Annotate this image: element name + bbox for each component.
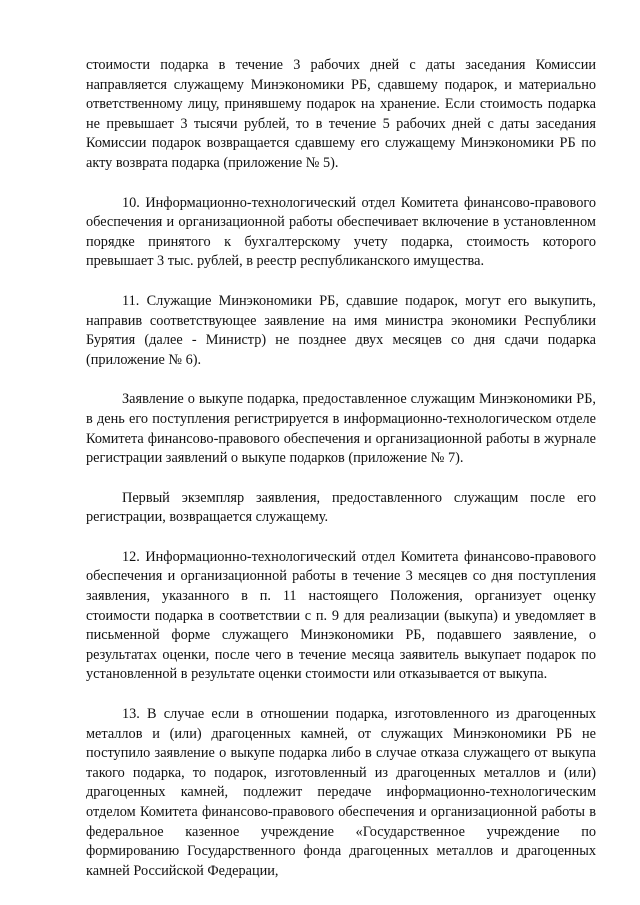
paragraph-item-12: 12. Информационно-технологический отдел Комитета финансово-правового обеспечения и организационной работы в течение 3 месяцев со дня поступления заявления, указанного в п. 11 настоящего Положения, организует оценку стоимости подарка в соответствии с п. 9 для реализации (выкупа) и уведомляет в письменной форме служащего Минэкономики РБ, подавшего заявление, о результатах оценки, после чего в течение месяца заявитель выкупает подарок по установленной в результате оценки стоимости или отказывается от выкупа. <box>86 548 596 683</box>
paragraph-first-copy: Первый экземпляр заявления, предоставленного служащим после его регистрации, возвращается служащему. <box>86 489 596 526</box>
paragraph-item-13: 13. В случае если в отношении подарка, изготовленного из драгоценных металлов и (или) драгоценных камней, от служащих Минэкономики РБ не поступило заявление о выкупе подарка либо в случае отказа служащего от выкупа такого подарка, то подарок, изготовленный из драгоценных металлов и (или) драгоценных камней, подлежит передаче информационно-технологическим отделом Комитета финансово-правового обеспечения и организационной работы в федеральное казенное учреждение «Государственное учреждение по формированию Государственного фонда драгоценных металлов и драгоценных камней Российской Федерации, <box>86 706 596 879</box>
document-page <box>86 56 596 881</box>
paragraph-continuation: стоимости подарка в течение 3 рабочих дней с даты заседания Комиссии направляется служащему Минэкономики РБ, сдавшему подарок, и материально ответственному лицу, принявшему подарок на хранение. Если стоимость подарка не превышает 3 тысячи рублей, то в течение 5 рабочих дней с даты заседания Комиссии подарок возвращается сдавшему его служащему Минэкономики РБ по акту возврата подарка (приложение № 5). <box>86 57 596 171</box>
paragraph-application-registration: Заявление о выкупе подарка, предоставленное служащим Минэкономики РБ, в день его поступления регистрируется в информационно-технологическом отделе Комитета финансово-правового обеспечения и организационной работы в журнале регистрации заявлений о выкупе подарков (приложение № 7). <box>86 391 596 467</box>
paragraph-item-10: 10. Информационно-технологический отдел Комитета финансово-правового обеспечения и организационной работы обеспечивает включение в установленном порядке принятого к бухгалтерскому учету подарка, стоимость которого превышает 3 тыс. рублей, в реестр республиканского имущества. <box>86 194 596 270</box>
paragraph-item-11: 11. Служащие Минэкономики РБ, сдавшие подарок, могут его выкупить, направив соответствующее заявление на имя министра экономики Республики Бурятия (далее - Министр) не позднее двух месяцев со дня сдачи подарка (приложение № 6). <box>86 292 596 368</box>
